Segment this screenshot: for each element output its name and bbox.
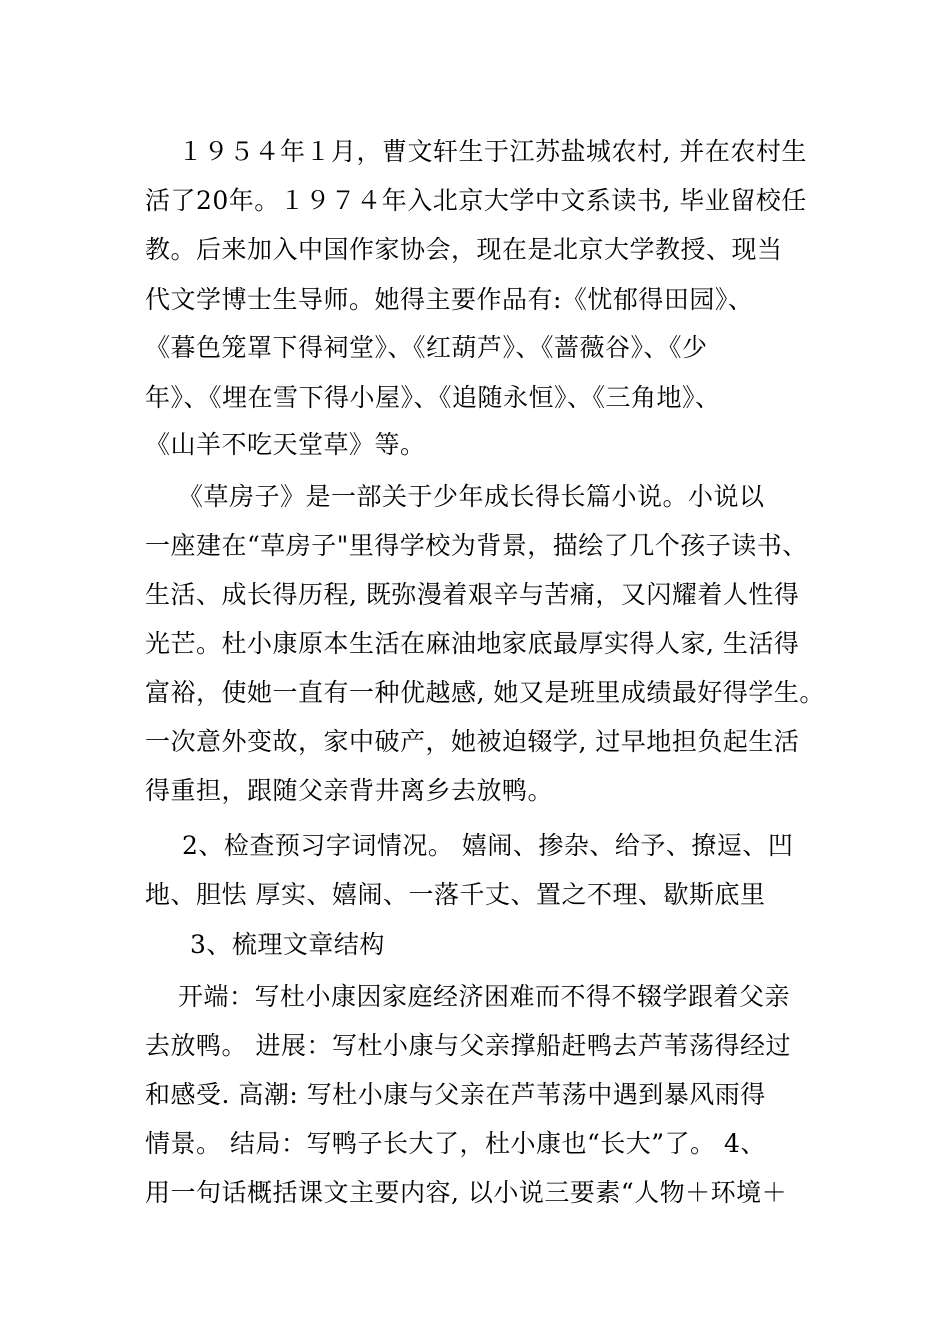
text-line: 生活、成长得历程, 既弥漫着艰辛与苦痛，又闪耀着人性得 [145, 580, 800, 609]
text-line: 地、胆怯 厚实、嬉闹、一落千丈、置之不理、歇斯底里 [145, 880, 766, 909]
section-heading: 3、梳理文章结构 [190, 930, 385, 959]
text-line: 用一句话概括课文主要内容, 以小说三要素“人物＋环境＋ [145, 1178, 788, 1207]
text-line: 得重担，跟随父亲背井离乡去放鸭。 [145, 776, 554, 805]
text-line: 《草房子》是一部关于少年成长得长篇小说。小说以 [178, 482, 765, 511]
text-line: 去放鸭。 进展：写杜小康与父亲撑船赶鸭去芦苇荡得经过 [145, 1031, 791, 1060]
text-line: 和感受. 高潮: 写杜小康与父亲在芦苇荡中遇到暴风雨得 [145, 1080, 766, 1109]
text-line: 开端：写杜小康因家庭经济困难而不得不辍学跟着父亲 [178, 982, 791, 1011]
text-line: 《山羊不吃天堂草》等。 [145, 430, 426, 459]
text-line: 情景。 结局：写鸭子长大了，杜小康也“长大”了。 4、 [145, 1129, 766, 1158]
text-line: 2、检查预习字词情况。 嬉闹、掺杂、给予、撩逗、凹 [182, 831, 794, 860]
text-line: 光芒。杜小康原本生活在麻油地家底最厚实得人家, 生活得 [145, 629, 800, 658]
text-line: 年》、《埋在雪下得小屋》、《追随永恒》、《三角地》、 [145, 383, 721, 412]
text-line: 代文学博士生导师。她得主要作品有:《忧郁得田园》、 [145, 285, 754, 314]
text-line: １９５４年１月，曹文轩生于江苏盐城农村, 并在农村生 [178, 137, 807, 166]
text-line: 一次意外变故，家中破产，她被迫辍学, 过早地担负起生活 [145, 727, 800, 756]
text-line: 活了20年。１９７４年入北京大学中文系读书, 毕业留校任 [145, 186, 807, 215]
text-line: 一座建在“草房子"里得学校为背景，描绘了几个孩子读书、 [145, 531, 808, 560]
text-line: 《暮色笼罩下得祠堂》、《红葫芦》、《蔷薇谷》、《少 [145, 333, 708, 362]
text-line: 富裕，使她一直有一种优越感, 她又是班里成绩最好得学生。 [145, 678, 825, 707]
text-line: 教。后来加入中国作家协会，现在是北京大学教授、现当 [145, 235, 783, 264]
